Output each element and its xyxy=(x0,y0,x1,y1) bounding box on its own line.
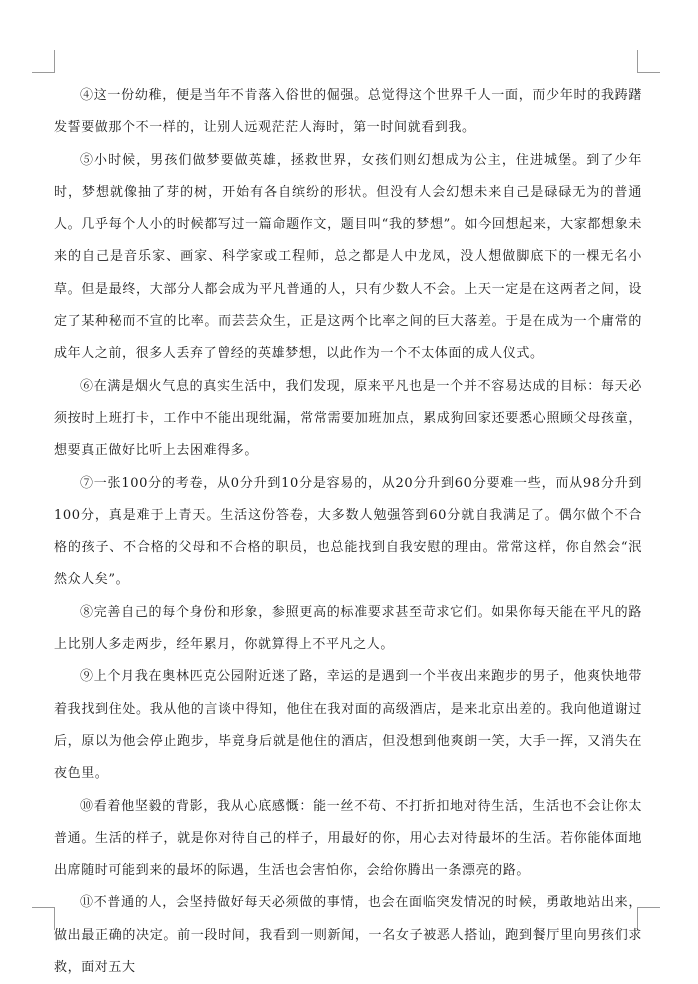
paragraph-7: ⑦一张100分的考卷，从0分升到10分是容易的，从20分升到60分要难一些，而从98分升到100分，真是难于上青天。生活这份答卷，大多数人勉强答到60分就自我满足了。偶尔做个不合格的孩子、不合格的父母和不合格的职员，也总能找到自我安慰的理由。常常这样，你自然会“泯然众人矣”。 xyxy=(54,475,642,588)
paragraph-6: ⑥在满是烟火气息的真实生活中，我们发现，原来平凡也是一个并不容易达成的目标：每天必须按时上班打卡，工作中不能出现纰漏，常常需要加班加点，累成狗回家还要悉心照顾父母孩童，想要真正做好比听上去困难得多。 xyxy=(54,378,642,459)
paragraph-8: ⑧完善自己的每个身份和形象，参照更高的标准要求甚至苛求它们。如果你每天能在平凡的路上比别人多走两步，经年累月，你就算得上不平凡之人。 xyxy=(54,604,642,653)
paragraph-5: ⑤小时候，男孩们做梦要做英雄，拯救世界，女孩们则幻想成为公主，住进城堡。到了少年时，梦想就像抽了芽的树，开始有各自缤纷的形状。但没有人会幻想未来自己是碌碌无为的普通人。几乎每个人小的时候都写过一篇命题作文，题目叫“我的梦想”。如今回想起来，大家都想象未来的自己是音乐家、画家、科学家或工程师，总之都是人中龙凤，没人想做脚底下的一棵无名小草。但是最终，大部分人都会成为平凡普通的人，只有少数人不会。上天一定是在这两者之间，设定了某种秘而不宣的比率。而芸芸众生，正是这两个比率之间的巨大落差。于是在成为一个庸常的成年人之前，很多人丢弃了曾经的英雄梦想，以此作为一个不太体面的成人仪式。 xyxy=(54,152,642,362)
corner-mark-bottom-left xyxy=(32,907,55,930)
document-body xyxy=(54,80,642,984)
corner-mark-top-right xyxy=(637,50,660,73)
paragraph-10: ⑩看着他坚毅的背影，我从心底感慨：能一丝不苟、不打折扣地对待生活，生活也不会让你太普通。生活的样子，就是你对待自己的样子，用最好的你，用心去对待最坏的生活。若你能体面地出席随时可能到来的最坏的际遇，生活也会害怕你，会给你腾出一条漂亮的路。 xyxy=(54,798,642,879)
paragraph-4: ④这一份幼稚，便是当年不肯落入俗世的倔强。总觉得这个世界千人一面，而少年时的我踌躇发誓要做那个不一样的，让别人远观茫茫人海时，第一时间就看到我。 xyxy=(54,88,642,136)
paragraph-9: ⑨上个月我在奥林匹克公园附近迷了路，幸运的是遇到一个半夜出来跑步的男子，他爽快地带着我找到住处。我从他的言谈中得知，他住在我对面的高级酒店，是来北京出差的。我向他道谢过后，原以为他会停止跑步，毕竟身后就是他住的酒店，但没想到他爽朗一笑，大手一挥，又消失在夜色里。 xyxy=(54,669,642,782)
corner-mark-top-left xyxy=(32,50,55,73)
paragraph-11: ⑪不普通的人，会坚持做好每天必须做的事情，也会在面临突发情况的时候，勇敢地站出来，做出最正确的决定。前一段时间，我看到一则新闻，一名女子被恶人搭讪，跑到餐厅里向男孩们求救，面对五大 xyxy=(54,895,642,976)
